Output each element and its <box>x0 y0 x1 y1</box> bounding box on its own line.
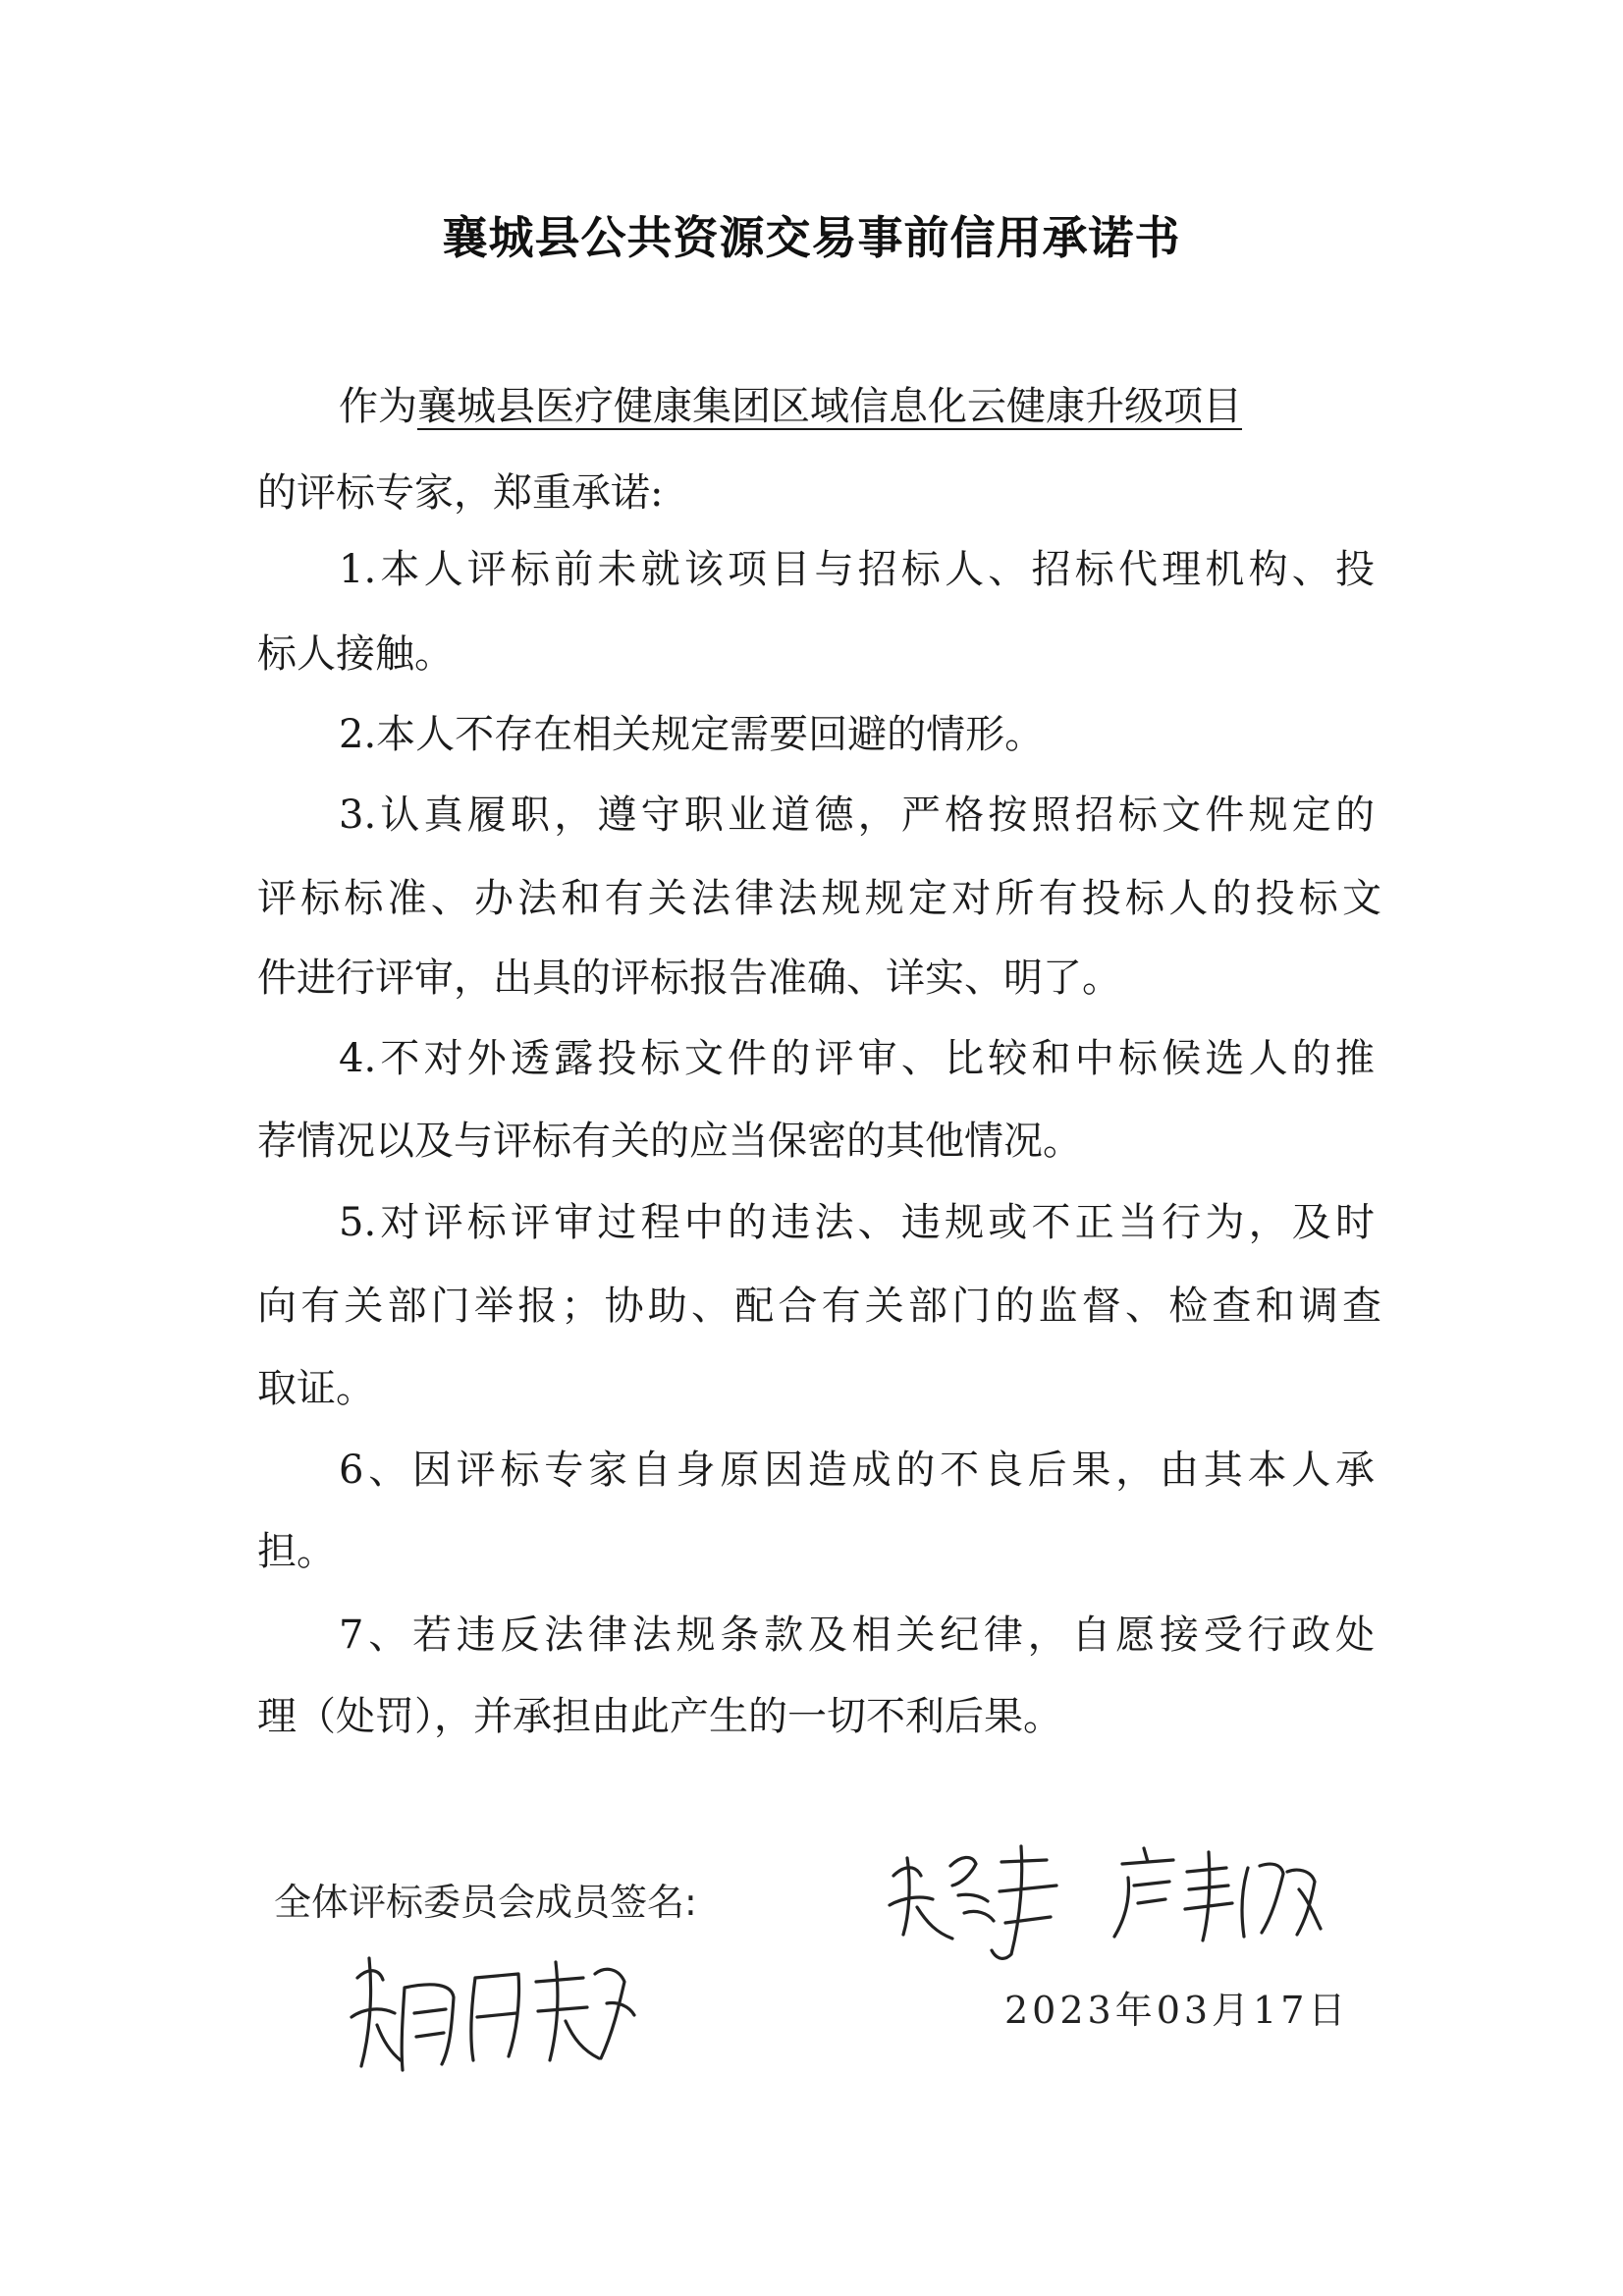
body-line-10: 荐情况以及与评标有关的应当保密的其他情况。 <box>257 1119 1082 1164</box>
body-line-9: 4.不对外透露投标文件的评审、比较和中标候选人的推 <box>339 1036 1375 1081</box>
body-line-16: 7、若违反法律法规条款及相关纪律，自愿接受行政处 <box>339 1613 1375 1658</box>
signature-1-image <box>874 1836 1080 1974</box>
body-line-1-prefix: 作为 <box>339 384 417 429</box>
body-line-11: 5.对评标评审过程中的违法、违规或不正当行为，及时 <box>339 1200 1375 1245</box>
body-line-2: 的评标专家，郑重承诺: <box>257 470 664 516</box>
body-line-5: 2.本人不存在相关规定需要回避的情形。 <box>339 712 1045 757</box>
signature-date: 2023年03月17日 <box>1004 1989 1350 2032</box>
body-line-13: 取证。 <box>257 1366 375 1411</box>
signature-3-image <box>344 1939 638 2086</box>
body-line-17: 理（处罚），并承担由此产生的一切不利后果。 <box>257 1694 1062 1739</box>
body-line-8: 件进行评审，出具的评标报告准确、详实、明了。 <box>257 956 1121 1001</box>
body-line-14: 6、因评标专家自身原因造成的不良后果，由其本人承 <box>339 1448 1375 1493</box>
body-line-7: 评标标准、办法和有关法律法规规定对所有投标人的投标文 <box>257 876 1381 921</box>
document-title: 襄城县公共资源交易事前信用承诺书 <box>442 211 1181 264</box>
body-line-12: 向有关部门举报；协助、配合有关部门的监督、检查和调查 <box>257 1284 1381 1329</box>
body-line-4: 标人接触。 <box>257 631 454 677</box>
body-line-6: 3.认真履职，遵守职业道德，严格按照招标文件规定的 <box>339 793 1375 838</box>
body-line-15: 担。 <box>257 1529 336 1574</box>
signature-2-image <box>1105 1838 1330 1946</box>
project-name: 襄城县医疗健康集团区域信息化云健康升级项目 <box>417 384 1242 429</box>
signature-label: 全体评标委员会成员签名: <box>274 1881 697 1924</box>
body-line-3: 1.本人评标前未就该项目与招标人、招标代理机构、投 <box>339 547 1375 592</box>
body-line-1 <box>339 384 1242 429</box>
